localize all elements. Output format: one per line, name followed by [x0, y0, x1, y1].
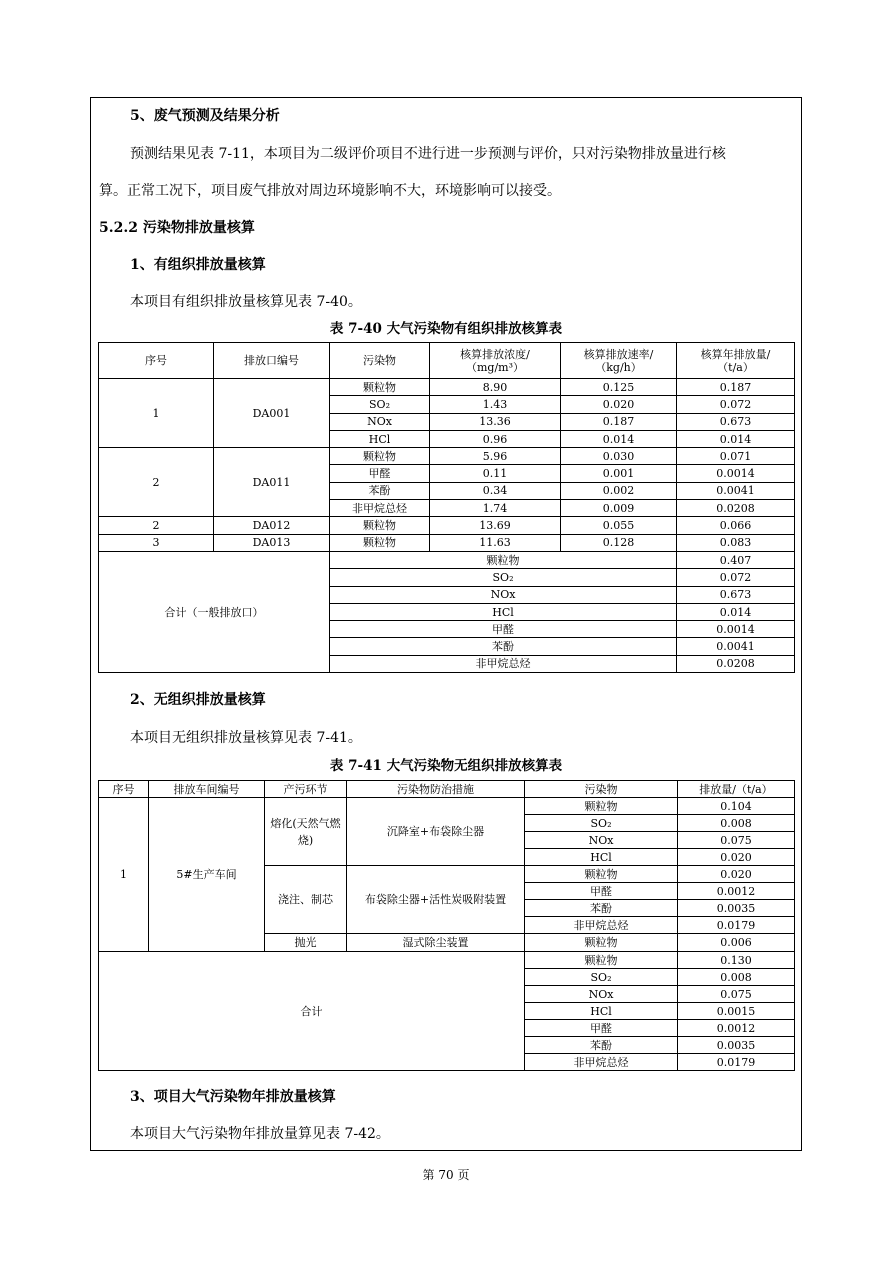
concentration-cell: 0.34 [430, 482, 561, 499]
row-seq: 1 [99, 379, 214, 448]
row-seq: 3 [99, 534, 214, 551]
pollutant-cell: 颗粒物 [525, 866, 678, 883]
rate-cell: 0.001 [561, 465, 677, 482]
concentration-cell: 5.96 [430, 448, 561, 465]
header-seq: 序号 [99, 781, 149, 798]
total-pollutant: 苯酚 [330, 638, 677, 655]
total-annual: 0.407 [677, 551, 795, 568]
paragraph-organized: 本项目有组织排放量核算见表 7-40。 [130, 294, 362, 310]
pollutant-cell: HCl [525, 849, 678, 866]
pollutant-cell: 非甲烷总烃 [330, 500, 430, 517]
total-pollutant: NOx [525, 986, 678, 1003]
total-pollutant: SO₂ [525, 969, 678, 986]
pollutant-cell: NOx [525, 832, 678, 849]
total-pollutant: SO₂ [330, 569, 677, 586]
rate-cell: 0.128 [561, 534, 677, 551]
emission-cell: 0.020 [678, 866, 795, 883]
total-annual: 0.0208 [677, 655, 795, 672]
concentration-cell: 0.96 [430, 430, 561, 447]
total-annual: 0.0041 [677, 638, 795, 655]
annual-cell: 0.083 [677, 534, 795, 551]
rate-cell: 0.002 [561, 482, 677, 499]
workshop-id: 5#生产车间 [149, 798, 265, 952]
pollutant-cell: SO₂ [330, 396, 430, 413]
total-emission: 0.0012 [678, 1020, 795, 1037]
header-stage: 产污环节 [265, 781, 347, 798]
total-row [99, 952, 795, 969]
pollutant-cell: 非甲烷总烃 [525, 917, 678, 934]
row-seq: 2 [99, 517, 214, 534]
header-workshop: 排放车间编号 [149, 781, 265, 798]
outlet-id: DA011 [214, 448, 330, 517]
outlet-id: DA012 [214, 517, 330, 534]
header-pollutant: 污染物 [525, 781, 678, 798]
total-annual: 0.673 [677, 586, 795, 603]
total-pollutant: 颗粒物 [330, 551, 677, 568]
emission-cell: 0.0035 [678, 900, 795, 917]
total-emission: 0.0035 [678, 1037, 795, 1054]
header-outlet-id: 排放口编号 [214, 343, 330, 379]
annual-cell: 0.072 [677, 396, 795, 413]
pollutant-cell: 甲醛 [330, 465, 430, 482]
header-emission: 排放量/（t/a） [678, 781, 795, 798]
table-7-40-caption: 表 7-40 大气污染物有组织排放核算表 [329, 321, 563, 337]
paragraph-annual: 本项目大气污染物年排放量算见表 7-42。 [130, 1126, 390, 1142]
annual-cell: 0.0208 [677, 500, 795, 517]
section-heading-emission-accounting: 5.2.2 污染物排放量核算 [99, 220, 255, 236]
table-row [99, 534, 795, 551]
rate-cell: 0.187 [561, 413, 677, 430]
paragraph-forecast-line2: 算。正常工况下，项目废气排放对周边环境影响不大，环境影响可以接受。 [99, 183, 561, 199]
table-row [99, 379, 795, 396]
row-seq: 2 [99, 448, 214, 517]
table-row [99, 517, 795, 534]
total-pollutant: 非甲烷总烃 [525, 1054, 678, 1071]
table-7-41 [98, 780, 795, 1071]
rate-cell: 0.014 [561, 430, 677, 447]
header-rate: 核算排放速率/ （kg/h） [561, 343, 677, 379]
total-label: 合计（一般排放口） [99, 551, 330, 672]
total-emission: 0.008 [678, 969, 795, 986]
annual-cell: 0.187 [677, 379, 795, 396]
pollutant-cell: 颗粒物 [330, 517, 430, 534]
stage-cell: 抛光 [265, 934, 347, 952]
table-header-row [99, 343, 795, 379]
total-pollutant: 甲醛 [330, 621, 677, 638]
concentration-cell: 11.63 [430, 534, 561, 551]
stage-cell: 熔化(天然气燃烧) [265, 798, 347, 866]
emission-cell: 0.008 [678, 815, 795, 832]
pollutant-cell: 颗粒物 [525, 934, 678, 952]
emission-cell: 0.0012 [678, 883, 795, 900]
table-row [99, 798, 795, 815]
emission-cell: 0.020 [678, 849, 795, 866]
header-seq: 序号 [99, 343, 214, 379]
concentration-cell: 1.43 [430, 396, 561, 413]
pollutant-cell: 颗粒物 [525, 798, 678, 815]
row-seq: 1 [99, 798, 149, 952]
subheading-organized: 1、有组织排放量核算 [130, 257, 266, 273]
annual-cell: 0.0014 [677, 465, 795, 482]
total-emission: 0.0015 [678, 1003, 795, 1020]
total-pollutant: 颗粒物 [525, 952, 678, 969]
measure-cell: 布袋除尘器+活性炭吸附装置 [347, 866, 525, 934]
pollutant-cell: 颗粒物 [330, 379, 430, 396]
subheading-annual: 3、项目大气污染物年排放量核算 [130, 1089, 336, 1105]
header-annual: 核算年排放量/ （t/a） [677, 343, 795, 379]
pollutant-cell: SO₂ [525, 815, 678, 832]
annual-cell: 0.066 [677, 517, 795, 534]
emission-cell: 0.0179 [678, 917, 795, 934]
table-7-40 [98, 342, 795, 673]
concentration-cell: 13.69 [430, 517, 561, 534]
pollutant-cell: HCl [330, 430, 430, 447]
pollutant-cell: 苯酚 [330, 482, 430, 499]
emission-cell: 0.104 [678, 798, 795, 815]
total-annual: 0.0014 [677, 621, 795, 638]
total-pollutant: HCl [525, 1003, 678, 1020]
total-emission: 0.130 [678, 952, 795, 969]
total-pollutant: 甲醛 [525, 1020, 678, 1037]
pollutant-cell: NOx [330, 413, 430, 430]
concentration-cell: 13.36 [430, 413, 561, 430]
header-pollutant: 污染物 [330, 343, 430, 379]
header-measure: 污染物防治措施 [347, 781, 525, 798]
concentration-cell: 1.74 [430, 500, 561, 517]
annual-cell: 0.014 [677, 430, 795, 447]
total-pollutant: 非甲烷总烃 [330, 655, 677, 672]
table-header-row [99, 781, 795, 798]
total-pollutant: 苯酚 [525, 1037, 678, 1054]
total-annual: 0.014 [677, 603, 795, 620]
outlet-id: DA013 [214, 534, 330, 551]
rate-cell: 0.030 [561, 448, 677, 465]
outlet-id: DA001 [214, 379, 330, 448]
table-7-41-caption: 表 7-41 大气污染物无组织排放核算表 [329, 758, 563, 774]
rate-cell: 0.055 [561, 517, 677, 534]
pollutant-cell: 甲醛 [525, 883, 678, 900]
total-pollutant: HCl [330, 603, 677, 620]
table-row [99, 448, 795, 465]
emission-cell: 0.006 [678, 934, 795, 952]
total-emission: 0.0179 [678, 1054, 795, 1071]
paragraph-fugitive: 本项目无组织排放量核算见表 7-41。 [130, 730, 362, 746]
measure-cell: 湿式除尘装置 [347, 934, 525, 952]
section-heading-forecast: 5、废气预测及结果分析 [130, 108, 280, 124]
paragraph-forecast-line1: 预测结果见表 7-11，本项目为二级评价项目不进行进一步预测与评价，只对污染物排放量进行核 [130, 146, 726, 162]
page-footer: 第 70 页 [422, 1168, 470, 1182]
total-annual: 0.072 [677, 569, 795, 586]
subheading-fugitive: 2、无组织排放量核算 [130, 692, 266, 708]
total-emission: 0.075 [678, 986, 795, 1003]
rate-cell: 0.009 [561, 500, 677, 517]
pollutant-cell: 颗粒物 [330, 448, 430, 465]
rate-cell: 0.125 [561, 379, 677, 396]
stage-cell: 浇注、制芯 [265, 866, 347, 934]
pollutant-cell: 苯酚 [525, 900, 678, 917]
rate-cell: 0.020 [561, 396, 677, 413]
concentration-cell: 8.90 [430, 379, 561, 396]
header-concentration: 核算排放浓度/ （mg/m³） [430, 343, 561, 379]
measure-cell: 沉降室+布袋除尘器 [347, 798, 525, 866]
pollutant-cell: 颗粒物 [330, 534, 430, 551]
total-label: 合计 [99, 952, 525, 1071]
total-pollutant: NOx [330, 586, 677, 603]
total-row [99, 551, 795, 568]
emission-cell: 0.075 [678, 832, 795, 849]
concentration-cell: 0.11 [430, 465, 561, 482]
annual-cell: 0.071 [677, 448, 795, 465]
annual-cell: 0.673 [677, 413, 795, 430]
annual-cell: 0.0041 [677, 482, 795, 499]
